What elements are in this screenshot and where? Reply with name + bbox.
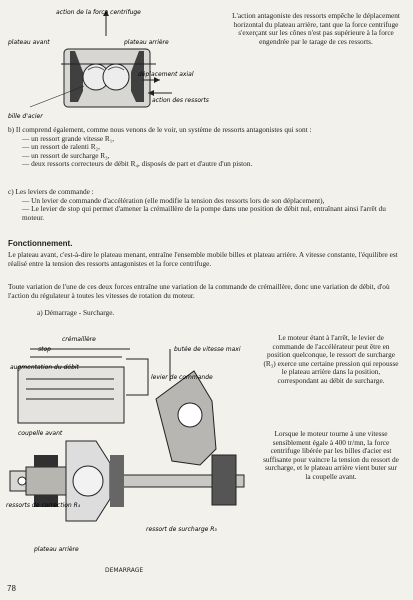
demarrage-diagram (6, 323, 258, 573)
label-augmentation-debit: augmentation du débit (10, 364, 79, 371)
section-c-intro: Les leviers de commande : (15, 187, 94, 196)
label-plateau-arriere-bottom: plateau arrière (34, 546, 79, 553)
label-stop: stop (38, 346, 51, 353)
label-action-ressorts: action des ressorts (152, 97, 209, 104)
top-right-paragraph: L'action antagoniste des ressorts empêche le déplacement horizontal du plateau arrière, tant que la force centrifuge s'exerçant sur les cônes n'est pas supérieure à la force engendrée par le tarage de ces ressorts. (232, 11, 400, 46)
section-b-item: — un ressort grande vitesse R₁, (22, 133, 115, 143)
section-b (8, 126, 402, 169)
section-b-item: — deux ressorts correcteurs de débit R₄, disposés de part et d'autre d'un piston. (22, 159, 253, 169)
right-paragraph-1: Le moteur étant à l'arrêt, le levier de commande de l'accélérateur peut être en position quelconque, le ressort de surcharge (R₃) exerce une certaine pression qui repousse le plateau arrière dans la position, correspondant au débit de surcharge. (263, 333, 399, 385)
subheading-demarrage: a) Démarrage - Surcharge. (37, 308, 115, 317)
section-b-intro: Il comprend également, comme nous venons de le voir, un système de ressorts antagonistes qui sont : (15, 125, 312, 134)
label-levier-commande: levier de commande (151, 374, 213, 381)
section-c-item: — Un levier de commande d'accélération (elle modifie la tension des ressorts lors de son déplacement), (22, 195, 325, 205)
label-cremaillere: crémaillère (62, 336, 96, 343)
section-c-marker: c) (8, 187, 14, 196)
label-ressort-surcharge: ressort de surcharge R₃ (146, 526, 217, 533)
fonctionnement-paragraph-1: Le plateau avant, c'est-à-dire le plateau menant, entraîne l'ensemble mobile billes et plateau arrière. A vitesse constante, l'équilibre est réalisé entre la tension des ressorts antagonistes et la force centrifuge. (8, 250, 398, 268)
figure-caption: DEMARRAGE (105, 567, 144, 574)
label-ressorts-correction: ressorts de correction R₄ (6, 502, 81, 509)
section-b-item: — un ressort de ralenti R₂, (22, 142, 100, 152)
label-coupelle-avant: coupelle avant (18, 430, 63, 437)
label-bille-acier: bille d'acier (8, 113, 43, 120)
section-c-item: — Le levier de stop qui permet d'amener la crémaillère de la pompe dans une position de débit nul, entraînant ainsi l'arrêt du moteur. (22, 204, 386, 222)
label-plateau-arriere: plateau arrière (124, 39, 169, 46)
page-number: 78 (7, 584, 16, 593)
section-c (8, 188, 402, 222)
label-force-centrifuge: action de la force centrifuge (56, 9, 141, 16)
centrifuge-balls-diagram (6, 4, 209, 126)
fonctionnement-heading: Fonctionnement. (8, 239, 73, 248)
section-b-item: — un ressort de surcharge R₃, (22, 150, 110, 160)
fonctionnement-paragraph-2: Toute variation de l'une de ces deux forces entraîne une variation de la commande de crémaillère, donc une variation de débit, d'où l'action du régulateur à toutes les vitesses de rotation du moteur. (8, 282, 390, 300)
label-plateau-avant: plateau avant (8, 39, 50, 46)
label-deplacement-axial: déplacement axial (138, 71, 194, 78)
label-butee-vitesse-maxi: butée de vitesse maxi (174, 346, 241, 353)
section-b-marker: b) (8, 125, 15, 134)
right-paragraph-2: Lorsque le moteur tourne à une vitesse sensiblement égale à 400 tr/mn, la force centrifuge libérée par les billes d'acier est suffisante pour vaincre la tension du ressort de surcharge, et le plateau arrière vient buter sur la coupelle avant. (263, 429, 399, 481)
